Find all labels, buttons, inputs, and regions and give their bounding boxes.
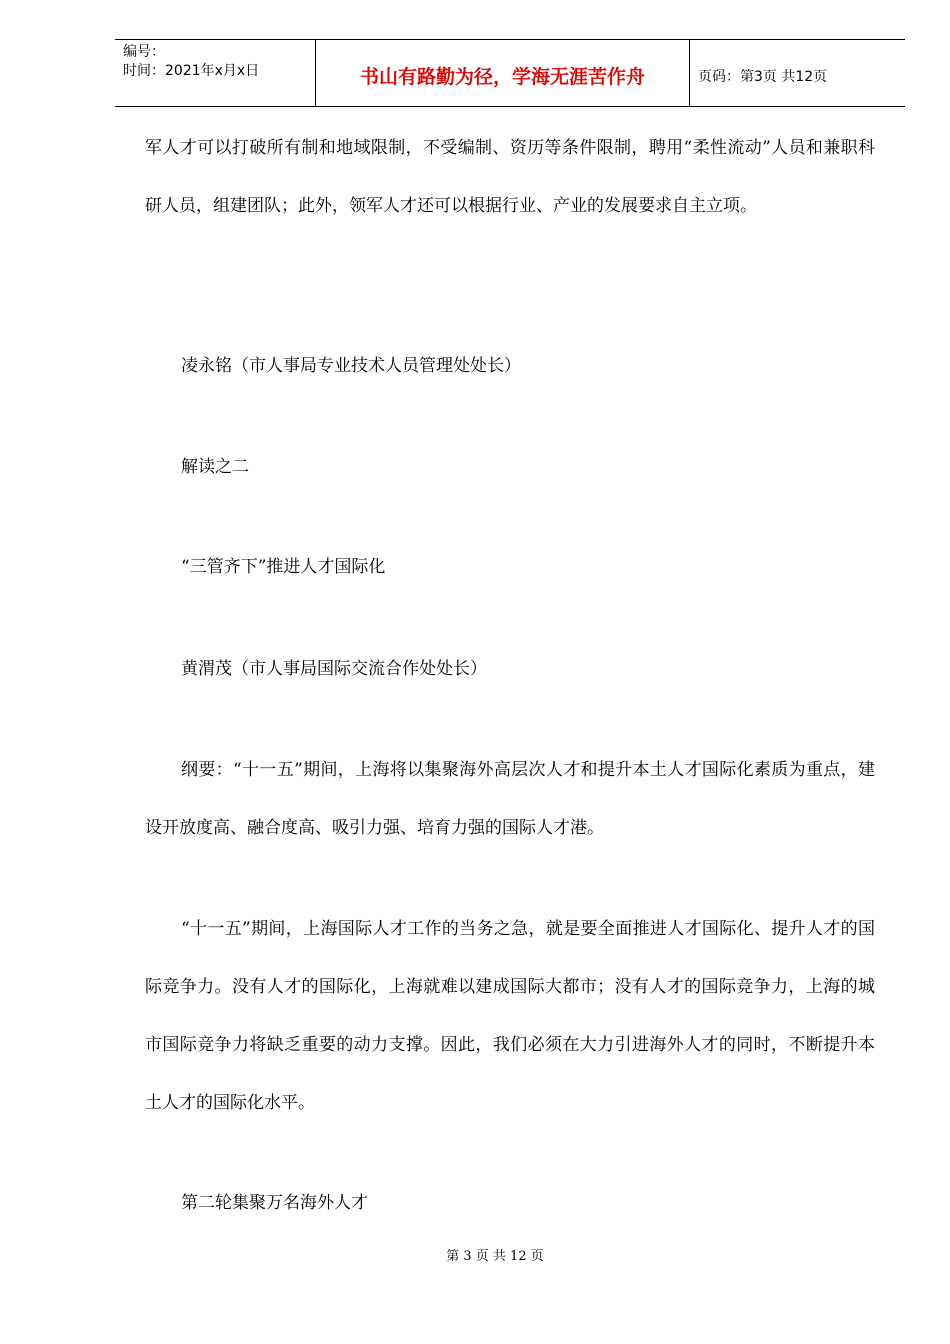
paragraph-continuation: 军人才可以打破所有制和地域限制，不受编制、资历等条件限制，聘用“柔性流动”人员和兼职科研人员，组建团队；此外，领军人才还可以根据行业、产业的发展要求自主立项。 xyxy=(145,138,875,216)
section-title: “三管齐下”推进人才国际化 xyxy=(181,557,386,577)
page-header xyxy=(115,39,905,107)
serial-number-label: 编号： xyxy=(123,44,165,60)
date-label: 时间：2021年x月x日 xyxy=(123,63,260,79)
header-meta xyxy=(115,40,316,106)
paragraph-body: “十一五”期间，上海国际人才工作的当务之急，就是要全面推进人才国际化、提升人才的国际竞争力。没有人才的国际化，上海就难以建成国际大都市；没有人才的国际竞争力，上海的城市国际竞争力将缺乏重要的动力支撑。因此，我们必须在大力引进海外人才的同时，不断提升本土人才的国际化水平。 xyxy=(145,919,875,1113)
header-motto: 书山有路勤为径，学海无涯苦作舟 xyxy=(316,40,690,106)
author-line: 黄渭茂（市人事局国际交流合作处处长） xyxy=(181,659,487,679)
section-heading: 解读之二 xyxy=(181,457,249,477)
paragraph-outline: 纲要：“十一五”期间，上海将以集聚海外高层次人才和提升本土人才国际化素质为重点，建设开放度高、融合度高、吸引力强、培育力强的国际人才港。 xyxy=(145,760,875,838)
subsection-heading: 第二轮集聚万名海外人才 xyxy=(181,1193,368,1213)
header-page-info: 页码：第3页 共12页 xyxy=(698,69,828,85)
page-footer: 第 3 页 共 12 页 xyxy=(446,1249,544,1264)
author-line: 凌永铭（市人事局专业技术人员管理处处长） xyxy=(181,356,521,376)
